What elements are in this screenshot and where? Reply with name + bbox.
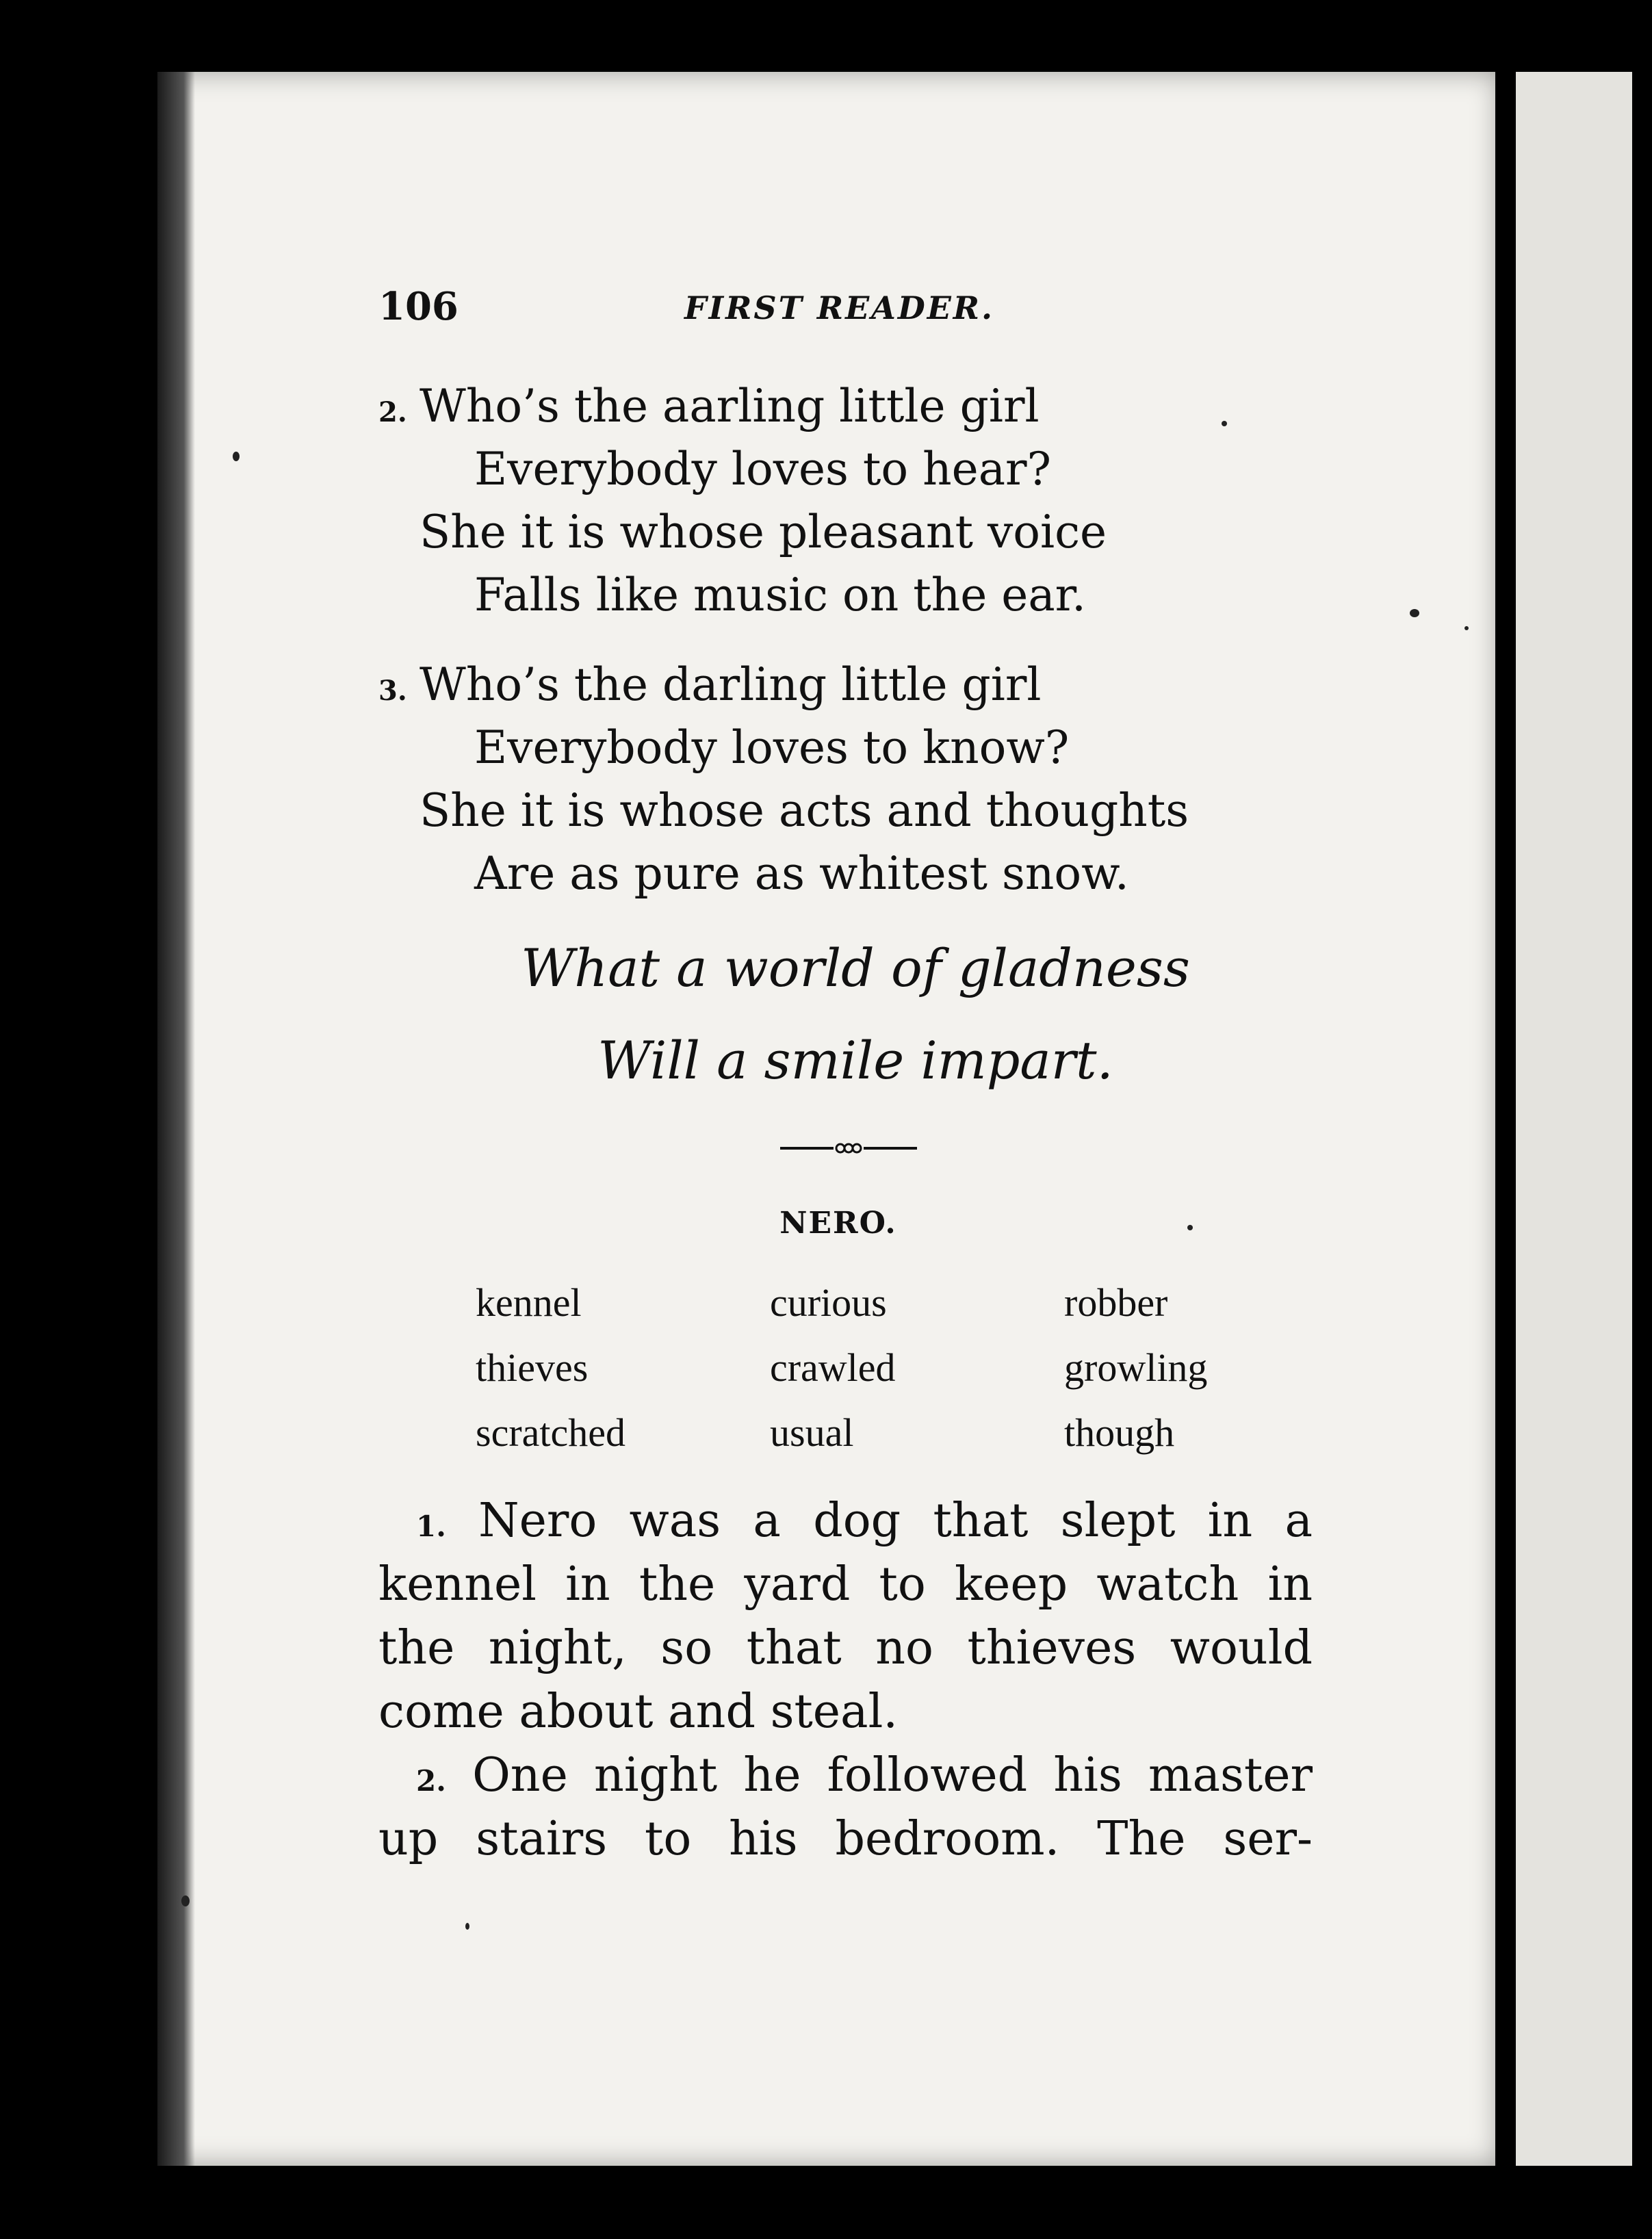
scan-speck [1410, 609, 1419, 617]
paragraph-line: the night, so that no thieves would [378, 1621, 1313, 1675]
stanza-number: 3. [378, 675, 407, 707]
scan-speck [465, 1923, 469, 1930]
poem-stanza [378, 653, 1337, 905]
lesson-title: NERO. [779, 1206, 897, 1241]
poem-stanza [378, 375, 1337, 627]
vocabulary-word: though [1064, 1410, 1175, 1455]
vocabulary-word: growling [1064, 1345, 1208, 1390]
page-number: 106 [378, 284, 459, 329]
vocabulary-word: crawled [770, 1345, 896, 1390]
vocabulary-row [476, 1410, 1263, 1475]
paragraph-number: 2. [416, 1764, 446, 1798]
page-gutter [1495, 72, 1516, 2166]
scan-speck [233, 452, 240, 461]
adjacent-page-edge [1516, 72, 1632, 2166]
poem-line: Falls like music on the ear. [474, 569, 1086, 621]
poem-line-text: Who’s the aarling little girl [420, 380, 1040, 432]
vocabulary-row [476, 1280, 1263, 1345]
scan-speck [181, 1895, 190, 1906]
vocabulary-word: kennel [476, 1280, 582, 1325]
script-line: Will a smile impart. [597, 1030, 1113, 1091]
vocabulary-word: robber [1064, 1280, 1168, 1325]
stanza-number: 2. [378, 396, 407, 428]
lesson-text [378, 1489, 1313, 1871]
poem-line: She it is whose acts and thoughts [420, 784, 1189, 837]
page-header [378, 284, 1063, 339]
vocabulary-word: thieves [476, 1345, 589, 1390]
poem-line: Everybody loves to know? [474, 721, 1070, 774]
poem-line [378, 653, 1337, 716]
paragraph-line: up stairs to his bedroom. The ser- [378, 1812, 1313, 1866]
scan-speck [1464, 626, 1469, 630]
vocabulary-list [476, 1280, 1263, 1475]
section-divider-ornament [780, 1141, 917, 1155]
vocabulary-row [476, 1345, 1263, 1410]
vocabulary-word: usual [770, 1410, 854, 1455]
paragraph-line [378, 1744, 1313, 1807]
script-line: What a world of gladness [521, 937, 1190, 998]
paragraph-number: 1. [416, 1510, 446, 1543]
paragraph-line [378, 1489, 1313, 1553]
running-title: FIRST READER. [684, 289, 995, 326]
poem-line [378, 375, 1337, 438]
paragraph-line: come about and steal. [378, 1685, 898, 1739]
poem-line: She it is whose pleasant voice [420, 506, 1107, 558]
vocabulary-word: curious [770, 1280, 887, 1325]
poem-line-text: Who’s the darling little girl [420, 658, 1042, 711]
poem-line: Everybody loves to hear? [474, 443, 1051, 495]
paragraph-line-text: Nero was a dog that slept in a [478, 1494, 1313, 1548]
vocabulary-word: scratched [476, 1410, 625, 1455]
paragraph-line: kennel in the yard to keep watch in [378, 1557, 1313, 1612]
paragraph-line-text: One night he followed his master [472, 1748, 1313, 1802]
book-spine-shadow [157, 72, 195, 2166]
scan-speck [1187, 1225, 1193, 1230]
poem-line: Are as pure as whitest snow. [474, 847, 1129, 900]
